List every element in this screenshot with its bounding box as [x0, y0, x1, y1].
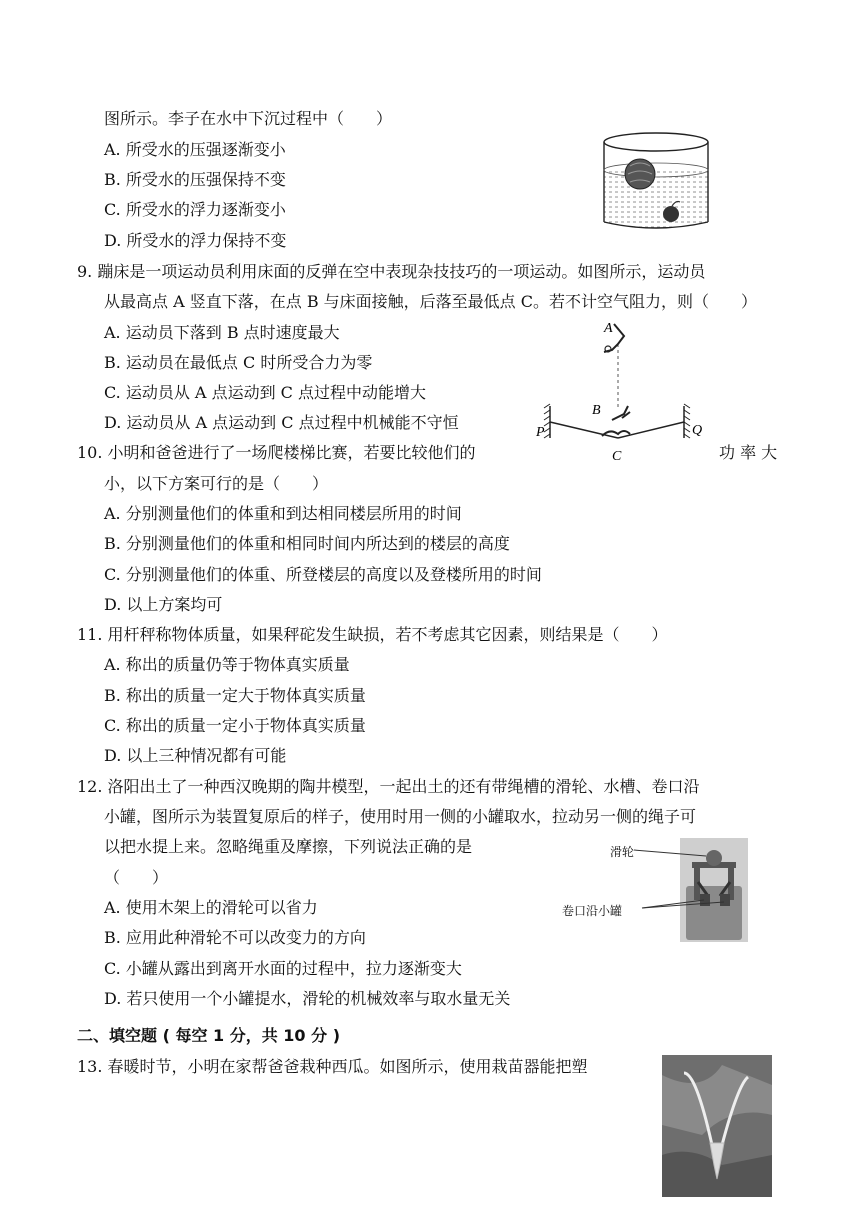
caption-jar: 卷口沿小罐 [562, 904, 623, 918]
q8-option-d: D. 所受水的浮力保持不变 [104, 231, 287, 250]
q8-option-a: A. 所受水的压强逐渐变小 [104, 140, 286, 159]
label-q: Q [692, 423, 703, 438]
beaker-plum-figure [596, 130, 716, 232]
q9-option-a: A. 运动员下落到 B 点时速度最大 [104, 323, 340, 342]
caption-pulley: 滑轮 [610, 845, 635, 859]
q13-stem-line1: 13. 春暖时节，小明在家帮爸爸栽种西瓜。如图所示，使用栽苗器能把塑 [77, 1057, 588, 1076]
q9-option-b: B. 运动员在最低点 C 时所受合力为零 [104, 353, 373, 372]
trampoline-figure [526, 316, 716, 466]
q10-option-c: C. 分别测量他们的体重、所登楼层的高度以及登楼所用的时间 [104, 565, 542, 584]
label-c: C [612, 449, 622, 464]
label-p: P [536, 425, 545, 440]
q12-option-c: C. 小罐从露出到离开水面的过程中，拉力逐渐变大 [104, 959, 462, 978]
q9-option-c: C. 运动员从 A 点运动到 C 点过程中动能增大 [104, 383, 426, 402]
q10-option-a: A. 分别测量他们的体重和到达相同楼层所用的时间 [104, 504, 462, 523]
label-a: A [604, 321, 613, 336]
q11-option-c: C. 称出的质量一定小于物体真实质量 [104, 716, 366, 735]
q12-stem-line1: 12. 洛阳出土了一种西汉晚期的陶井模型，一起出土的还有带绳槽的滑轮、水槽、卷口沿 [77, 777, 700, 796]
q10-option-d: D. 以上方案均可 [104, 595, 223, 614]
q8-option-b: B. 所受水的压强保持不变 [104, 170, 286, 189]
pottery-well-photo [558, 836, 758, 946]
q9-option-d: D. 运动员从 A 点运动到 C 点过程中机械能不守恒 [104, 413, 459, 432]
label-b: B [592, 403, 601, 418]
section-fill-in-title: 二、填空题 ( 每空 1 分，共 10 分 ) [77, 1026, 341, 1045]
q11-option-b: B. 称出的质量一定大于物体真实质量 [104, 686, 366, 705]
q9-stem-line1: 9. 蹦床是一项运动员利用床面的反弹在空中表现杂技技巧的一项运动。如图所示，运动员 [77, 262, 706, 281]
q10-stem-line1-tail: 功 率 大 [719, 443, 778, 462]
q10-option-b: B. 分别测量他们的体重和相同时间内所达到的楼层的高度 [104, 534, 510, 553]
q8-option-c: C. 所受水的浮力逐渐变小 [104, 200, 286, 219]
q11-stem: 11. 用杆秤称物体质量，如果秤砣发生缺损，若不考虑其它因素，则结果是（ ） [77, 625, 668, 644]
q12-option-a: A. 使用木架上的滑轮可以省力 [104, 898, 318, 917]
q12-stem-line2: 小罐，图所示为装置复原后的样子，使用时用一侧的小罐取水，拉动另一侧的绳子可 [104, 807, 697, 826]
pottery-well-figure [558, 836, 758, 946]
q12-option-b: B. 应用此种滑轮不可以改变力的方向 [104, 928, 366, 947]
q8-stem: 图所示。李子在水中下沉过程中（ ） [104, 109, 393, 128]
q12-option-d: D. 若只使用一个小罐提水，滑轮的机械效率与取水量无关 [104, 989, 511, 1008]
q9-stem-line2: 从最高点 A 竖直下落，在点 B 与床面接触，后落至最低点 C。若不计空气阻力，则（ ） [104, 292, 757, 311]
q11-option-a: A. 称出的质量仍等于物体真实质量 [104, 655, 350, 674]
seedling-planter-photo [662, 1055, 772, 1197]
q12-answer-bracket: （ ） [104, 868, 169, 887]
q10-stem-line1: 10. 小明和爸爸进行了一场爬楼梯比赛，若要比较他们的 [77, 443, 476, 462]
q12-stem-line3: 以把水提上来。忽略绳重及摩擦，下列说法正确的是 [104, 837, 473, 856]
q11-option-d: D. 以上三种情况都有可能 [104, 746, 287, 765]
q10-stem-line2: 小，以下方案可行的是（ ） [104, 474, 329, 493]
